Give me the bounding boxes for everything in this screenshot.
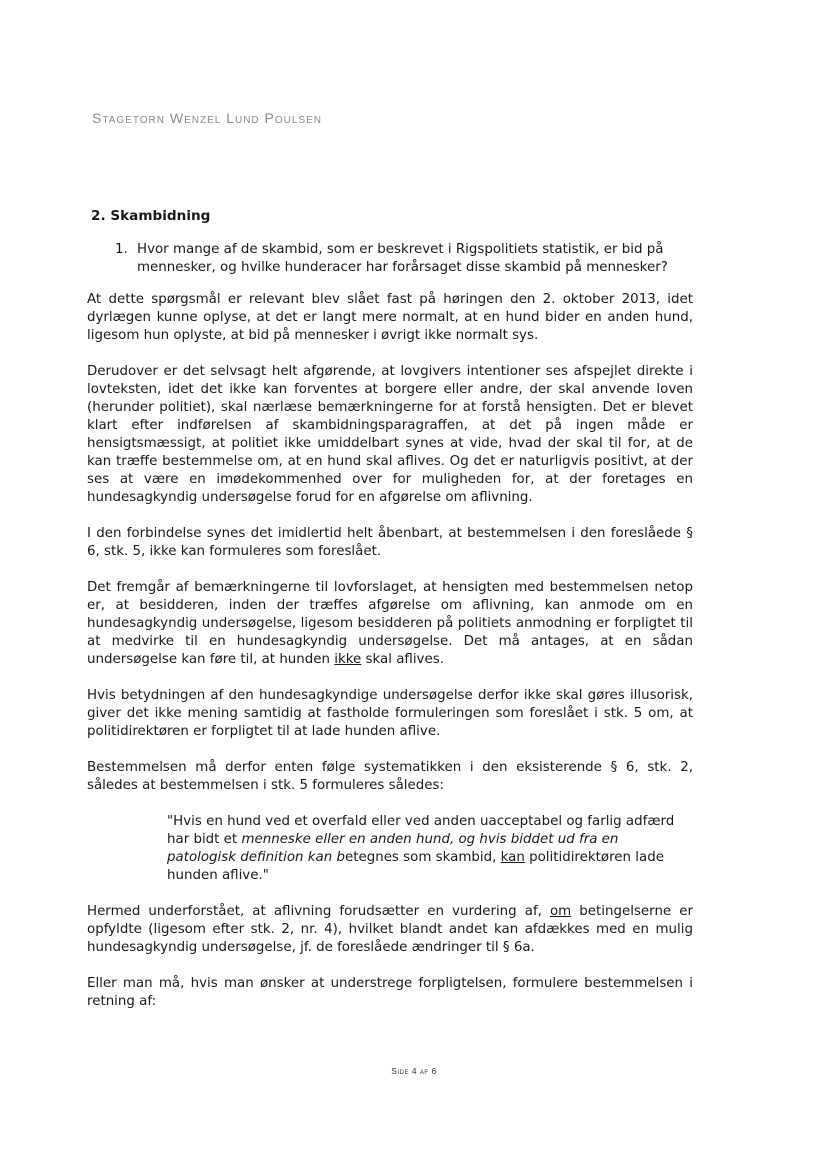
document-body bbox=[87, 207, 693, 1029]
text-run: Hermed underforstået, at aflivning forudsætter en vurdering af, bbox=[87, 904, 550, 919]
list-item-text: Hvor mange af de skambid, som er beskrevet i Rigspolitiets statistik, er bid på mennesker, og hvilke hunderacer har forårsaget disse skambid på mennesker? bbox=[137, 242, 668, 275]
section-heading: 2. Skambidning bbox=[91, 208, 211, 224]
paragraph-systematics: Bestemmelsen må derfor enten følge systematikken i den eksisterende § 6, stk. 2, således at bestemmelsen i stk. 5 formuleres således: bbox=[87, 760, 693, 793]
paragraph-alternative: Eller man må, hvis man ønsker at understrege forpligtelsen, formulere bestemmelsen i retning af: bbox=[87, 976, 693, 1009]
page-number: Side 4 af 6 bbox=[391, 1066, 437, 1076]
question-list bbox=[87, 241, 693, 277]
paragraph-hearing: At dette spørgsmål er relevant blev slået fast på høringen den 2. oktober 2013, idet dyrlægen kunne oplyse, at det er langt mere normalt, at en hund bider en anden hund, ligesom hun oplyste, at bid på mennesker i øvrigt ikke normalt sys. bbox=[87, 292, 693, 343]
list-item bbox=[87, 241, 693, 277]
paragraph-legislative-intent: Derudover er det selvsagt helt afgørende, at lovgivers intentioner ses afspejlet direkte i lovteksten, idet det ikke kan forventes at borgere eller andre, der skal anvende loven (herunder politiet), skal nærlæse bemærkningerne for at forstå hensigten. Det er blevet klart efter indførelsen af skambidningsparagraffen, at det på ingen måde er hensigtsmæssigt, at politiet ikke umiddelbart synes at vide, hvad der skal til for, at de kan træffe bestemmelse om, at en hund skal aflives. Og det er naturligvis positivt, at der ses at være en imødekommenhed over for muligheden for, at der foretages en hundesagkyndig undersøgelse forud for en afgørelse om aflivning. bbox=[87, 364, 693, 505]
italic-text: menneske eller en anden hund, og hvis biddet ud fra en patologisk definition kan b bbox=[167, 832, 619, 865]
underlined-word: kan bbox=[500, 850, 525, 865]
text-run: "Hvis en hund ved et overfald eller ved anden uacceptabel og farlig adfærd har bidt et bbox=[167, 814, 675, 847]
text-run: politidirektøren lade hunden aflive." bbox=[167, 850, 664, 883]
text-run: skal aflives. bbox=[361, 652, 444, 667]
text-run: betingelserne er opfyldte (ligesom efter stk. 2, nr. 4), hvilket blandt andet kan afdækkes med en mulig hundesagkyndig undersøgelse, jf. de foreslåede ændringer til § 6a. bbox=[87, 904, 693, 955]
quoted-provision bbox=[167, 813, 687, 885]
underlined-word: ikke bbox=[334, 652, 362, 667]
text-run: etegnes som skambid, bbox=[344, 850, 501, 865]
paragraph-implied bbox=[87, 903, 693, 957]
paragraph-remarks bbox=[87, 579, 693, 669]
paragraph-proposed-section: I den forbindelse synes det imidlertid helt åbenbart, at bestemmelsen i den foreslåede § 6, stk. 5, ikke kan formuleres som foreslået. bbox=[87, 526, 693, 559]
underlined-word: om bbox=[549, 904, 572, 919]
letterhead: Stagetorn Wenzel Lund Poulsen bbox=[92, 110, 322, 126]
list-item-number: 1. bbox=[115, 242, 128, 257]
text-run: Det fremgår af bemærkningerne til lovforslaget, at hensigten med bestemmelsen netop er, at besidderen, inden der træffes afgørelse om aflivning, kan anmode om en hundesagkyndig undersøgelse, ligesom besidderen på politiets anmodning er forpligtet til at medvirke til en hundesagkyndig undersøgelse. Det må antages, at en sådan undersøgelse kan føre til, at hunden bbox=[87, 580, 693, 667]
paragraph-illusory: Hvis betydningen af den hundesagkyndige undersøgelse derfor ikke skal gøres illusorisk, giver det ikke mening samtidig at fastholde formuleringen som foreslået i stk. 5 om, at politidirektøren er forpligtet til at lade hunden aflive. bbox=[87, 688, 693, 739]
